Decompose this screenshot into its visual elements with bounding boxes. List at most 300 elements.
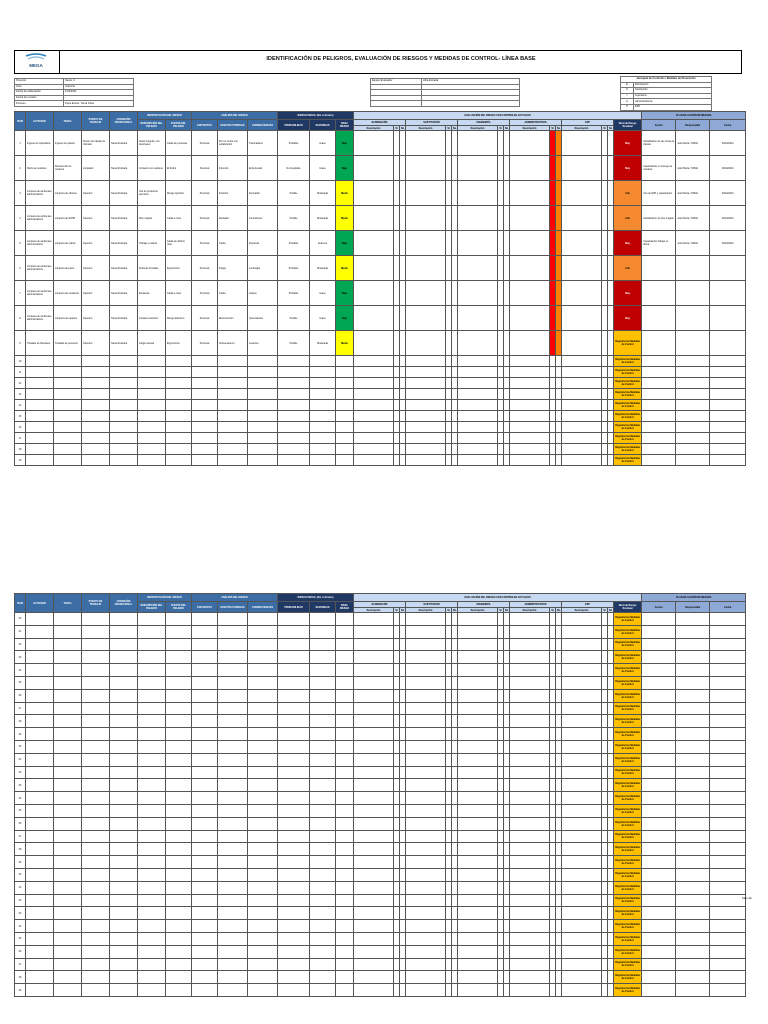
empty-cell: [458, 945, 498, 958]
empty-cell: [676, 625, 710, 638]
empty-cell: [192, 638, 218, 651]
empty-cell: [710, 411, 746, 422]
empty-cell: [278, 958, 310, 971]
empty-cell: [110, 843, 138, 856]
empty-cell: [562, 856, 602, 869]
empty-cell: [248, 792, 278, 805]
empty-cell: [82, 779, 110, 792]
empty-cell: [54, 638, 82, 651]
empty-cell: [336, 932, 354, 945]
empty-cell: [278, 804, 310, 817]
empty-cell: [710, 740, 746, 753]
empty-cell: [676, 433, 710, 444]
empty-cell: [192, 715, 218, 728]
control-desc: [406, 231, 446, 256]
row-responsible: [676, 256, 710, 281]
empty-cell: [562, 932, 602, 945]
row-consequence: Traumatismo: [248, 131, 278, 156]
empty-cell: [354, 367, 394, 378]
control-desc: [458, 206, 498, 231]
empty-cell: [54, 792, 82, 805]
empty-cell: [510, 907, 550, 920]
empty-cell: [406, 843, 446, 856]
empty-cell: [676, 411, 710, 422]
empty-cell: [310, 728, 336, 741]
empty-cell: [278, 740, 310, 753]
table-row: [15, 689, 746, 702]
empty-cell: [192, 817, 218, 830]
row-residual: Registrar las Medidas de Control: [614, 367, 642, 378]
row-responsible: Jefe Planta / SSMA: [676, 131, 710, 156]
row-residual: Registrar las Medidas de Control: [614, 958, 642, 971]
empty-cell: [354, 804, 394, 817]
row-responsible: [676, 331, 710, 356]
table-row: [15, 367, 746, 378]
empty-cell: [406, 613, 446, 626]
empty-cell: [26, 804, 54, 817]
empty-cell: [310, 920, 336, 933]
row-probability: Posible: [278, 306, 310, 331]
empty-cell: [562, 792, 602, 805]
empty-cell: [710, 792, 746, 805]
empty-cell: [26, 676, 54, 689]
empty-cell: [310, 958, 336, 971]
empty-cell: [642, 625, 676, 638]
empty-cell: [138, 792, 166, 805]
empty-cell: [218, 792, 248, 805]
empty-cell: [710, 868, 746, 881]
empty-cell: [218, 958, 248, 971]
legend-text: Administrativos: [634, 99, 712, 105]
empty-cell: [336, 907, 354, 920]
empty-cell: [676, 715, 710, 728]
row-residual: Registrar las Medidas de Control: [614, 817, 642, 830]
control-desc: [562, 156, 602, 181]
empty-cell: [26, 843, 54, 856]
empty-cell: [676, 728, 710, 741]
empty-cell: [278, 728, 310, 741]
row-item: 25: [15, 676, 26, 689]
empty-cell: [354, 625, 394, 638]
empty-cell: [166, 920, 192, 933]
row-hazard: Contacto con residuos: [138, 156, 166, 181]
empty-cell: [562, 766, 602, 779]
empty-cell: [110, 433, 138, 444]
risk-level-header: NIVEL RIESGO: [336, 602, 354, 613]
empty-cell: [676, 444, 710, 455]
table-row: [15, 843, 746, 856]
empty-cell: [510, 804, 550, 817]
empty-cell: [354, 613, 394, 626]
empty-cell: [166, 868, 192, 881]
empty-cell: [26, 881, 54, 894]
empty-cell: [510, 389, 550, 400]
row-residual: Muy: [614, 306, 642, 331]
empty-cell: [354, 792, 394, 805]
risk-matrix-page-2: [14, 593, 746, 997]
table-row: [15, 753, 746, 766]
empty-cell: [642, 378, 676, 389]
empty-cell: [192, 779, 218, 792]
control-desc: [458, 131, 498, 156]
empty-cell: [82, 689, 110, 702]
empty-cell: [354, 945, 394, 958]
empty-cell: [26, 868, 54, 881]
empty-cell: [110, 422, 138, 433]
empty-cell: [82, 455, 110, 466]
empty-cell: [310, 868, 336, 881]
empty-cell: [406, 932, 446, 945]
empty-cell: [562, 389, 602, 400]
empty-cell: [54, 433, 82, 444]
row-item: 17: [15, 433, 26, 444]
row-post: Puesto de trabajo de Ubicado: [82, 131, 110, 156]
empty-cell: [676, 843, 710, 856]
empty-cell: [26, 920, 54, 933]
row-residual: Registrar las Medidas de Control: [614, 843, 642, 856]
row-effect: Por no contar con señalización: [218, 131, 248, 156]
row-hazard: Uso de productos químicos: [138, 181, 166, 206]
row-task: Ingreso a la planta: [54, 131, 82, 156]
row-residual: Registrar las Medidas de Control: [614, 422, 642, 433]
empty-cell: [458, 378, 498, 389]
empty-cell: [336, 817, 354, 830]
empty-cell: [82, 907, 110, 920]
table-row: [15, 181, 746, 206]
empty-cell: [336, 367, 354, 378]
empty-cell: [192, 958, 218, 971]
empty-cell: [354, 817, 394, 830]
empty-cell: [82, 881, 110, 894]
empty-cell: [458, 856, 498, 869]
empty-cell: [54, 856, 82, 869]
empty-cell: [54, 422, 82, 433]
empty-cell: [406, 651, 446, 664]
empty-cell: [676, 779, 710, 792]
risk-matrix-page-1: [14, 111, 746, 466]
control-desc: [406, 181, 446, 206]
control-desc: [354, 306, 394, 331]
empty-cell: [336, 400, 354, 411]
empty-cell: [110, 625, 138, 638]
empty-cell: [138, 856, 166, 869]
empty-cell: [278, 830, 310, 843]
row-action: Capacitación en manejo de residuos: [642, 156, 676, 181]
empty-cell: [310, 907, 336, 920]
sub-no-header: No: [505, 126, 509, 130]
empty-cell: [248, 422, 278, 433]
legend-code: P: [621, 104, 634, 110]
sub-desc-header: Descripción: [458, 126, 498, 131]
empty-cell: [166, 444, 192, 455]
empty-cell: [310, 676, 336, 689]
empty-cell: [458, 422, 498, 433]
empty-cell: [110, 728, 138, 741]
row-date: 30/04/2021: [710, 131, 746, 156]
table-row: [15, 281, 746, 306]
empty-cell: [310, 400, 336, 411]
empty-cell: [510, 856, 550, 869]
empty-cell: [138, 945, 166, 958]
row-item: 7: [15, 281, 26, 306]
row-item: 19: [15, 455, 26, 466]
empty-cell: [710, 689, 746, 702]
empty-cell: [510, 728, 550, 741]
empty-cell: [138, 613, 166, 626]
empty-cell: [218, 411, 248, 422]
empty-cell: [82, 433, 110, 444]
empty-cell: [562, 920, 602, 933]
empty-cell: [248, 411, 278, 422]
empty-cell: [138, 433, 166, 444]
control-desc: [510, 156, 550, 181]
control-desc: [354, 256, 394, 281]
empty-cell: [110, 689, 138, 702]
legend-text: Eliminación: [634, 82, 712, 88]
empty-cell: [192, 792, 218, 805]
empty-cell: [110, 664, 138, 677]
empty-cell: [82, 702, 110, 715]
empty-cell: [676, 920, 710, 933]
empty-cell: [110, 817, 138, 830]
empty-cell: [710, 664, 746, 677]
empty-cell: [510, 971, 550, 984]
empty-cell: [218, 613, 248, 626]
empty-cell: [354, 920, 394, 933]
empty-cell: [336, 766, 354, 779]
empty-cell: [278, 753, 310, 766]
empty-cell: [138, 422, 166, 433]
empty-cell: [510, 868, 550, 881]
table-row: [15, 971, 746, 984]
empty-cell: [278, 971, 310, 984]
empty-cell: [110, 894, 138, 907]
empty-cell: [166, 843, 192, 856]
empty-cell: [218, 422, 248, 433]
empty-cell: [562, 651, 602, 664]
row-item: 27: [15, 702, 26, 715]
empty-cell: [110, 779, 138, 792]
empty-cell: [110, 753, 138, 766]
empty-cell: [218, 753, 248, 766]
empty-cell: [26, 664, 54, 677]
empty-cell: [278, 625, 310, 638]
empty-cell: [138, 411, 166, 422]
empty-cell: [26, 817, 54, 830]
empty-cell: [54, 740, 82, 753]
empty-cell: [676, 378, 710, 389]
row-condition: Tarea Rutinaria: [110, 306, 138, 331]
row-consequence: Lumbalgia: [248, 256, 278, 281]
table-row: [15, 433, 746, 444]
empty-cell: [138, 817, 166, 830]
empty-cell: [336, 740, 354, 753]
empty-cell: [336, 792, 354, 805]
row-item: 26: [15, 689, 26, 702]
hazard-source-header: FUENTE DEL PELIGRO: [166, 602, 192, 613]
empty-cell: [458, 411, 498, 422]
control-desc: [562, 281, 602, 306]
empty-cell: [26, 651, 54, 664]
empty-cell: [336, 444, 354, 455]
empty-cell: [192, 907, 218, 920]
empty-cell: [110, 856, 138, 869]
row-action: [642, 331, 676, 356]
empty-cell: [510, 817, 550, 830]
empty-cell: [458, 356, 498, 367]
row-hazard: Suelo irregular, con desniveles: [138, 131, 166, 156]
empty-cell: [406, 378, 446, 389]
empty-cell: [166, 740, 192, 753]
severity-header: SEVERIDAD: [310, 602, 336, 613]
empty-cell: [710, 971, 746, 984]
empty-cell: [82, 830, 110, 843]
empty-cell: [458, 792, 498, 805]
empty-cell: [354, 664, 394, 677]
row-residual: Registrar las Medidas de Control: [614, 907, 642, 920]
empty-cell: [642, 945, 676, 958]
empty-cell: [248, 958, 278, 971]
empty-cell: [218, 856, 248, 869]
ppe-header: EPP: [562, 120, 614, 126]
empty-cell: [54, 625, 82, 638]
row-risk-level: Bajo: [336, 306, 354, 331]
empty-cell: [82, 945, 110, 958]
empty-cell: [336, 843, 354, 856]
row-residual: Registrar las Medidas de Control: [614, 856, 642, 869]
row-activity: Limpieza de ambientes administrativos: [26, 181, 54, 206]
empty-cell: [166, 638, 192, 651]
empty-cell: [510, 689, 550, 702]
empty-cell: [710, 894, 746, 907]
empty-cell: [458, 881, 498, 894]
empty-cell: [310, 804, 336, 817]
empty-cell: [710, 920, 746, 933]
empty-cell: [354, 766, 394, 779]
empty-cell: [562, 613, 602, 626]
empty-cell: [458, 779, 498, 792]
empty-cell: [26, 613, 54, 626]
empty-cell: [676, 856, 710, 869]
empty-cell: [642, 651, 676, 664]
empty-cell: [192, 411, 218, 422]
empty-cell: [354, 779, 394, 792]
empty-cell: [406, 625, 446, 638]
empty-cell: [406, 638, 446, 651]
row-source: Caída a nivel: [166, 206, 192, 231]
row-residual: Registrar las Medidas de Control: [614, 715, 642, 728]
exposed-header: EXPUESTOS: [192, 602, 218, 613]
row-date: 30/04/2021: [710, 181, 746, 206]
empty-cell: [310, 715, 336, 728]
empty-cell: [192, 920, 218, 933]
empty-cell: [110, 804, 138, 817]
empty-cell: [54, 766, 82, 779]
empty-cell: [82, 971, 110, 984]
row-residual: Registrar las Medidas de Control: [614, 400, 642, 411]
row-activity: Limpieza de ambientes administrativos: [26, 306, 54, 331]
table-row: [15, 804, 746, 817]
row-residual: Registrar las Medidas de Control: [614, 894, 642, 907]
empty-cell: [710, 367, 746, 378]
row-item: 1: [15, 131, 26, 156]
empty-cell: [336, 894, 354, 907]
empty-cell: [458, 894, 498, 907]
row-item: 36: [15, 817, 26, 830]
empty-cell: [26, 753, 54, 766]
empty-cell: [248, 455, 278, 466]
row-item: 34: [15, 792, 26, 805]
row-residual: Registrar las Medidas de Control: [614, 804, 642, 817]
info-value: -: [64, 95, 134, 101]
empty-cell: [278, 907, 310, 920]
empty-cell: [110, 676, 138, 689]
empty-cell: [676, 817, 710, 830]
empty-cell: [310, 455, 336, 466]
control-desc: [458, 181, 498, 206]
row-condition: Tarea Rutinaria: [110, 281, 138, 306]
empty-cell: [676, 664, 710, 677]
table-row: [15, 868, 746, 881]
empty-cell: [510, 356, 550, 367]
empty-cell: [54, 958, 82, 971]
empty-cell: [710, 881, 746, 894]
empty-cell: [218, 868, 248, 881]
empty-cell: [248, 715, 278, 728]
empty-cell: [642, 389, 676, 400]
empty-cell: [248, 444, 278, 455]
table-row: [15, 206, 746, 231]
empty-cell: [248, 400, 278, 411]
empty-cell: [192, 676, 218, 689]
empty-cell: [562, 958, 602, 971]
row-task: Limpieza de SSHH: [54, 206, 82, 231]
row-item: 29: [15, 728, 26, 741]
row-responsible: Jefe Planta / SSMA: [676, 181, 710, 206]
sub-desc-header: Descripción: [458, 608, 498, 613]
control-desc: [510, 331, 550, 356]
empty-cell: [54, 676, 82, 689]
empty-cell: [562, 868, 602, 881]
empty-cell: [278, 676, 310, 689]
engineering-header: INGENIERÍA: [458, 602, 510, 608]
empty-cell: [110, 907, 138, 920]
empty-cell: [166, 958, 192, 971]
empty-cell: [218, 455, 248, 466]
empty-cell: [218, 881, 248, 894]
empty-cell: [458, 702, 498, 715]
empty-cell: [458, 664, 498, 677]
table-row: [15, 651, 746, 664]
empty-cell: [26, 455, 54, 466]
empty-cell: [166, 881, 192, 894]
empty-cell: [192, 651, 218, 664]
responsible-header: Responsable: [676, 120, 710, 131]
empty-cell: [248, 702, 278, 715]
empty-cell: [510, 984, 550, 997]
empty-cell: [406, 984, 446, 997]
sub-desc-header: Descripción: [562, 126, 602, 131]
row-task: Recolección de residuos: [54, 156, 82, 181]
empty-cell: [110, 356, 138, 367]
empty-cell: [458, 817, 498, 830]
row-post: Operario: [82, 206, 110, 231]
empty-cell: [26, 971, 54, 984]
empty-cell: [510, 702, 550, 715]
row-post: Operario: [82, 281, 110, 306]
row-risk-level: Bajo: [336, 231, 354, 256]
table-row: [15, 779, 746, 792]
